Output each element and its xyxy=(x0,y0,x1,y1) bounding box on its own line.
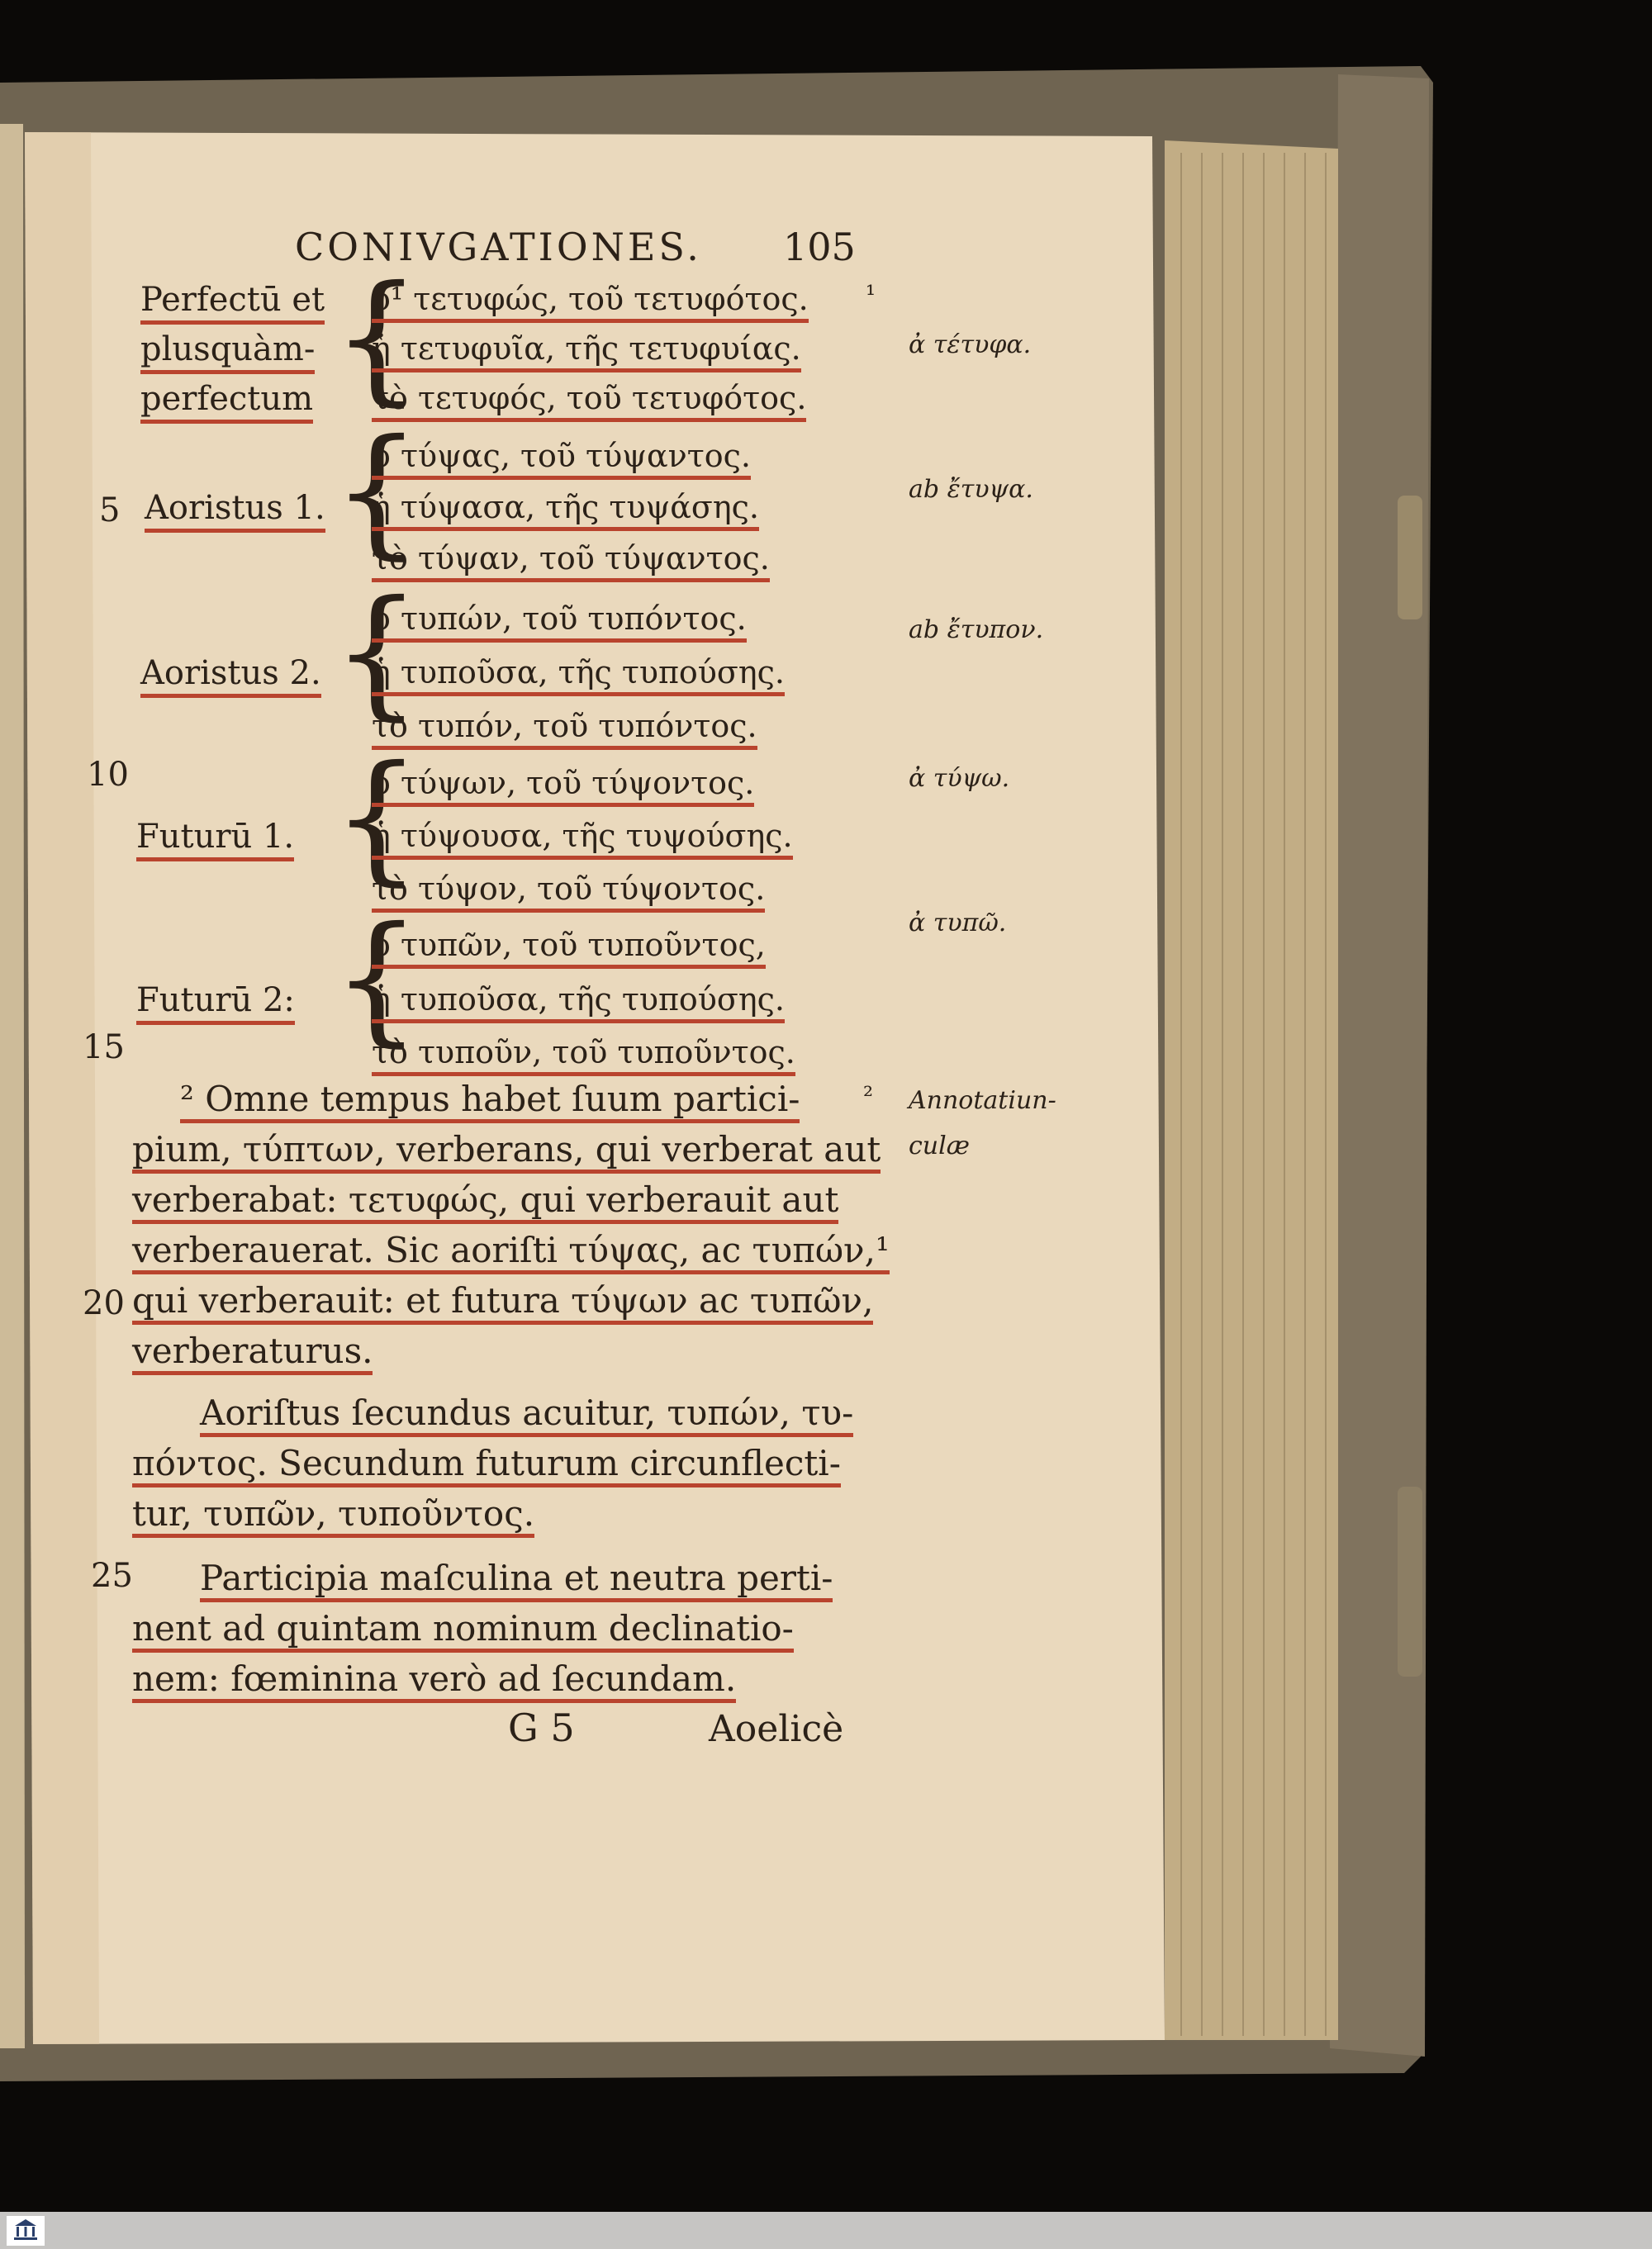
brace: { xyxy=(332,256,422,420)
text-line: verberabat: τετυφώς, qui verberauit aut xyxy=(132,1174,859,1225)
line-number: 10 xyxy=(87,756,129,794)
paradigm-form: τὸ τυπόν, τοῦ τυπόντος. xyxy=(372,708,757,744)
brace: { xyxy=(332,897,422,1060)
paradigm-form: ἡ τύψουσα, τῆς τυψούσης. xyxy=(372,818,793,854)
brace: { xyxy=(332,410,422,573)
paradigm-form: ἡ τετυφυῖα, τῆς τετυφυίας. xyxy=(372,330,801,367)
text-line: pium, τύπτων, verberans, qui verberat aut xyxy=(132,1124,859,1174)
text-line: nent ad quintam nominum declinatio- xyxy=(132,1603,859,1654)
margin-gloss: culæ xyxy=(909,1132,970,1160)
folio-number: 105 xyxy=(783,225,856,269)
line-number: 25 xyxy=(91,1557,133,1595)
text-line: nem: fœminina verò ad ſecundam. xyxy=(132,1654,859,1704)
paradigm-label: Futurū 1. xyxy=(136,818,294,856)
paradigm-label: perfectum xyxy=(140,380,313,418)
paradigm-form: ὁ τύψων, τοῦ τύψοντος. xyxy=(372,765,754,801)
text-line: ² Omne tempus habet ſuum partici- xyxy=(132,1074,859,1124)
text-line: πόντος. Secundum futurum circunflecti- xyxy=(132,1438,859,1488)
paradigm-label: plusquàm- xyxy=(140,330,315,368)
paradigm-form: ὁ τυπών, τοῦ τυπόντος. xyxy=(372,600,747,637)
line-number: 20 xyxy=(83,1284,125,1322)
paradigm-table xyxy=(136,256,863,1070)
text-line: Participia maſculina et neutra perti- xyxy=(132,1553,859,1603)
library-logo-icon xyxy=(7,2216,45,2246)
text-line: verberaturus. xyxy=(132,1326,859,1376)
paradigm-form: ἡ τυποῦσα, τῆς τυπούσης. xyxy=(372,981,785,1018)
margin-gloss: ἀ τέτυφα. xyxy=(909,330,1032,359)
footnote-marker-1: ¹ xyxy=(866,281,876,310)
paradigm-label: Aoristus 1. xyxy=(145,489,325,527)
paragraph xyxy=(132,1553,859,1704)
catchword: Aoelicè xyxy=(709,1708,844,1750)
paragraph xyxy=(132,1388,859,1539)
paradigm-form: ἡ τύψασα, τῆς τυψάσης. xyxy=(372,489,759,525)
viewer-bottom-bar xyxy=(0,2212,1652,2249)
paradigm-form: τὸ τετυφός, τοῦ τετυφότος. xyxy=(372,380,806,416)
margin-gloss: ἀ τυπῶ. xyxy=(909,909,1007,937)
margin-gloss: ab ἔτυπον. xyxy=(909,615,1044,644)
paradigm-form: ὁ¹ τετυφώς, τοῦ τετυφότος. xyxy=(372,281,809,317)
text-line: qui verberauit: et futura τύψων ac τυπῶν, xyxy=(132,1275,859,1326)
signature-mark: G 5 xyxy=(508,1706,575,1750)
paradigm-label: Perfectū et xyxy=(140,281,325,319)
margin-gloss: ab ἔτυψα. xyxy=(909,475,1033,504)
text-line: verberauerat. Sic aoriſti τύψας, ac τυπών,¹ xyxy=(132,1225,859,1275)
footnote-marker-2: ² xyxy=(863,1082,874,1111)
paradigm-label: Futurū 2: xyxy=(136,981,295,1019)
text-line: Aoriſtus ſecundus acuitur, τυπών, τυ- xyxy=(132,1388,859,1438)
margin-gloss: ἀ τύψω. xyxy=(909,764,1010,793)
brace: { xyxy=(332,736,422,899)
paradigm-form: ὁ τυπῶν, τοῦ τυποῦντος, xyxy=(372,927,766,963)
paradigm-form: τὸ τυποῦν, τοῦ τυποῦντος. xyxy=(372,1034,795,1070)
paradigm-form: τὸ τύψαν, τοῦ τύψαντος. xyxy=(372,540,770,576)
paragraph xyxy=(132,1074,890,1376)
line-number: 5 xyxy=(99,491,121,529)
running-head: CONIVGATIONES. xyxy=(295,225,702,269)
margin-gloss: Annotatiun- xyxy=(909,1086,1056,1115)
paradigm-label: Aoristus 2. xyxy=(140,654,321,692)
paradigm-form: τὸ τύψον, τοῦ τύψοντος. xyxy=(372,871,765,907)
text-line: tur, τυπῶν, τυποῦντος. xyxy=(132,1488,859,1539)
paradigm-form: ὁ τύψας, τοῦ τύψαντος. xyxy=(372,438,751,474)
brace: { xyxy=(332,571,422,734)
line-number: 15 xyxy=(83,1028,125,1066)
paradigm-form: ἡ τυποῦσα, τῆς τυπούσης. xyxy=(372,654,785,690)
